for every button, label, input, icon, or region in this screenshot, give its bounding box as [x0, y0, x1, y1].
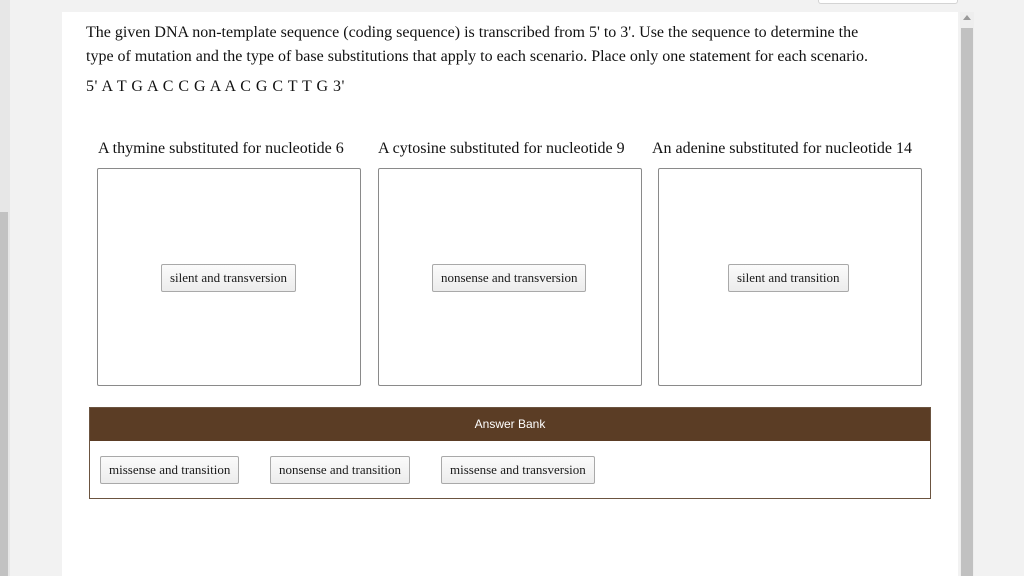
- scenario-3-label: An adenine substituted for nucleotide 14: [652, 140, 912, 157]
- scenario-2-dropzone[interactable]: [378, 168, 642, 386]
- question-line-2: type of mutation and the type of base substitutions that apply to each scenario. Place only one statement for each scenario.: [86, 48, 868, 65]
- answer-bank-header: Answer Bank: [90, 408, 930, 441]
- answer-bank-chip-missense-transversion[interactable]: missense and transversion: [441, 456, 595, 484]
- vertical-scrollbar[interactable]: [960, 12, 974, 576]
- top-tab-edge: [818, 0, 958, 4]
- placed-answer-chip[interactable]: silent and transversion: [161, 264, 296, 292]
- question-page: [62, 12, 958, 576]
- question-line-1: The given DNA non-template sequence (coding sequence) is transcribed from 5' to 3'. Use the sequence to determine the: [86, 24, 859, 41]
- dna-sequence: 5' A T G A C C G A A C G C T T G 3': [86, 78, 345, 95]
- answer-bank-chip-nonsense-transition[interactable]: nonsense and transition: [270, 456, 410, 484]
- scenario-3-dropzone[interactable]: [658, 168, 922, 386]
- left-scroll-thumb[interactable]: [0, 212, 8, 576]
- scrollbar-thumb[interactable]: [961, 28, 973, 576]
- scenario-2-label: A cytosine substituted for nucleotide 9: [378, 140, 625, 157]
- left-panel-edge: [0, 0, 10, 576]
- answer-bank-chip-missense-transition[interactable]: missense and transition: [100, 456, 239, 484]
- question-text: [86, 21, 946, 69]
- placed-answer-chip[interactable]: silent and transition: [728, 264, 849, 292]
- answer-bank[interactable]: [89, 407, 931, 499]
- scroll-up-arrow-icon[interactable]: [963, 15, 971, 20]
- scenario-1-dropzone[interactable]: [97, 168, 361, 386]
- scenario-1-label: A thymine substituted for nucleotide 6: [98, 140, 344, 157]
- placed-answer-chip[interactable]: nonsense and transversion: [432, 264, 586, 292]
